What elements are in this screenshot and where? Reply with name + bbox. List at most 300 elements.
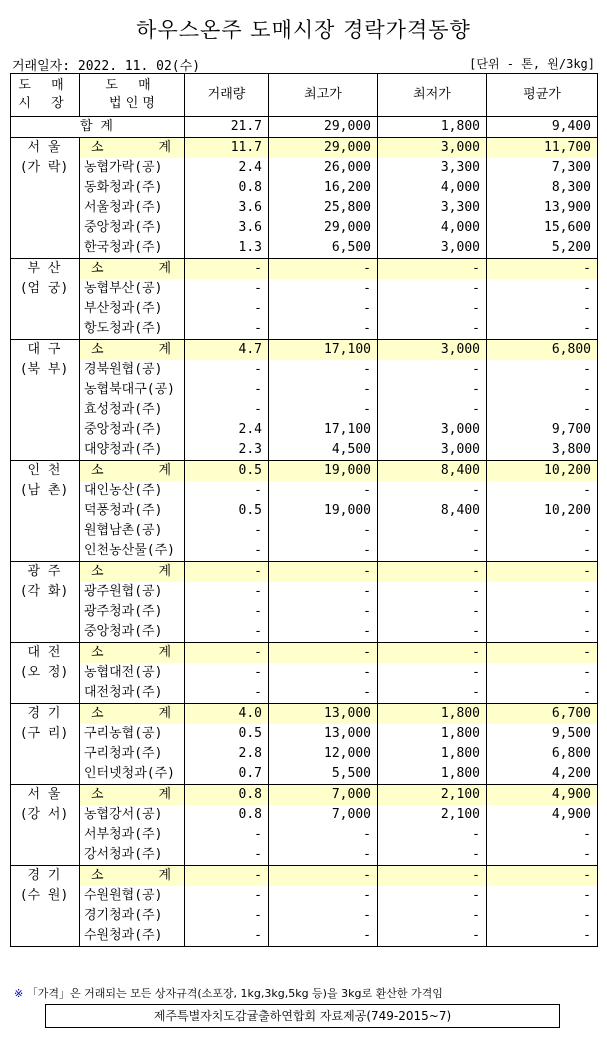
table-row — [11, 825, 598, 845]
table-row — [11, 420, 598, 440]
cell-avg: 4,900 — [487, 805, 598, 825]
table-row — [11, 501, 598, 521]
market-cell — [11, 340, 80, 461]
subtotal-label-left: 소 — [91, 787, 104, 802]
subtotal-label — [80, 259, 185, 280]
subtotal-row — [11, 259, 598, 280]
cell-min: - — [378, 380, 487, 400]
subtotal-min: 2,100 — [378, 785, 487, 806]
subtotal-min: 3,000 — [378, 138, 487, 159]
cell-max: 4,500 — [269, 440, 378, 461]
total-row — [11, 117, 598, 138]
cell-min: 3,300 — [378, 198, 487, 218]
cell-max: - — [269, 380, 378, 400]
subtotal-label — [80, 866, 185, 887]
market-area: (강 서) — [19, 807, 69, 822]
market-name: 광 주 — [27, 564, 61, 579]
subtotal-min: - — [378, 259, 487, 280]
market-area: (가 락) — [19, 160, 69, 175]
subtotal-avg: 6,800 — [487, 340, 598, 361]
market-cell — [11, 461, 80, 562]
cell-min: 3,000 — [378, 440, 487, 461]
subtotal-max: - — [269, 562, 378, 583]
cell-volume: - — [185, 481, 269, 501]
market-name: 서 울 — [27, 140, 61, 155]
cell-avg: 8,300 — [487, 178, 598, 198]
cell-max: - — [269, 663, 378, 683]
subtotal-label-right: 계 — [158, 868, 171, 883]
corp-name: 항도청과(주) — [80, 319, 185, 340]
table-row — [11, 724, 598, 744]
cell-min: - — [378, 602, 487, 622]
cell-volume: 0.5 — [185, 724, 269, 744]
cell-min: - — [378, 582, 487, 602]
header-max: 최고가 — [269, 74, 378, 117]
market-cell — [11, 138, 80, 259]
market-name: 인 천 — [27, 463, 61, 478]
subtotal-volume: 0.5 — [185, 461, 269, 482]
cell-volume: 3.6 — [185, 218, 269, 238]
subtotal-min: 1,800 — [378, 704, 487, 725]
cell-avg: 6,800 — [487, 744, 598, 764]
cell-avg: - — [487, 400, 598, 420]
subtotal-label — [80, 643, 185, 664]
cell-min: 4,000 — [378, 218, 487, 238]
cell-min: - — [378, 906, 487, 926]
cell-max: - — [269, 521, 378, 541]
cell-volume: 0.8 — [185, 178, 269, 198]
corp-name: 농협북대구(공) — [80, 380, 185, 400]
cell-volume: - — [185, 400, 269, 420]
table-row — [11, 360, 598, 380]
subtotal-max: - — [269, 643, 378, 664]
corp-name: 농협강서(공) — [80, 805, 185, 825]
table-row — [11, 238, 598, 259]
cell-max: 19,000 — [269, 501, 378, 521]
cell-avg: - — [487, 521, 598, 541]
subtotal-volume: - — [185, 643, 269, 664]
cell-min: - — [378, 521, 487, 541]
cell-max: - — [269, 279, 378, 299]
subtotal-min: 8,400 — [378, 461, 487, 482]
cell-max: - — [269, 541, 378, 562]
cell-volume: - — [185, 541, 269, 562]
header-row — [11, 74, 598, 117]
subtotal-row — [11, 461, 598, 482]
cell-max: 5,500 — [269, 764, 378, 785]
corp-name: 수원청과(주) — [80, 926, 185, 947]
corp-name: 서부청과(주) — [80, 825, 185, 845]
table-row — [11, 805, 598, 825]
subtotal-avg: 6,700 — [487, 704, 598, 725]
table-row — [11, 886, 598, 906]
subtotal-label-left: 소 — [91, 645, 104, 660]
corp-name: 동화청과(주) — [80, 178, 185, 198]
cell-max: - — [269, 319, 378, 340]
table-row — [11, 845, 598, 866]
subtotal-max: 17,100 — [269, 340, 378, 361]
header-min: 최저가 — [378, 74, 487, 117]
total-max: 29,000 — [269, 117, 378, 138]
subtotal-avg: 11,700 — [487, 138, 598, 159]
cell-volume: - — [185, 663, 269, 683]
corp-name: 농협가락(공) — [80, 158, 185, 178]
market-name: 서 울 — [27, 787, 61, 802]
cell-max: - — [269, 602, 378, 622]
header-market — [11, 74, 80, 117]
cell-volume: 2.4 — [185, 420, 269, 440]
subtotal-volume: 4.0 — [185, 704, 269, 725]
market-cell — [11, 866, 80, 947]
cell-min: 1,800 — [378, 724, 487, 744]
cell-max: 16,200 — [269, 178, 378, 198]
market-cell — [11, 643, 80, 704]
market-cell — [11, 259, 80, 340]
cell-volume: 3.6 — [185, 198, 269, 218]
cell-max: 25,800 — [269, 198, 378, 218]
cell-volume: - — [185, 845, 269, 866]
subtotal-avg: - — [487, 259, 598, 280]
market-cell — [11, 704, 80, 785]
subtotal-label-right: 계 — [158, 564, 171, 579]
subtotal-max: - — [269, 866, 378, 887]
corp-name: 효성청과(주) — [80, 400, 185, 420]
cell-volume: 2.3 — [185, 440, 269, 461]
market-area: (북 부) — [19, 362, 69, 377]
subtotal-label-left: 소 — [91, 868, 104, 883]
cell-avg: - — [487, 906, 598, 926]
subtotal-avg: 10,200 — [487, 461, 598, 482]
corp-name: 수원원협(공) — [80, 886, 185, 906]
corp-name: 부산청과(주) — [80, 299, 185, 319]
corp-name: 경기청과(주) — [80, 906, 185, 926]
cell-avg: - — [487, 319, 598, 340]
cell-avg: - — [487, 602, 598, 622]
price-table — [10, 73, 598, 947]
cell-volume: 1.3 — [185, 238, 269, 259]
cell-min: 3,000 — [378, 420, 487, 440]
cell-avg: 15,600 — [487, 218, 598, 238]
cell-volume: - — [185, 622, 269, 643]
corp-name: 대인농산(주) — [80, 481, 185, 501]
table-row — [11, 299, 598, 319]
cell-min: - — [378, 541, 487, 562]
subtotal-max: 29,000 — [269, 138, 378, 159]
header-market-bottom: 시 장 — [18, 96, 72, 111]
cell-min: - — [378, 400, 487, 420]
corp-name: 경북원협(공) — [80, 360, 185, 380]
cell-max: - — [269, 400, 378, 420]
table-row — [11, 926, 598, 947]
cell-volume: - — [185, 279, 269, 299]
cell-volume: - — [185, 886, 269, 906]
cell-max: 17,100 — [269, 420, 378, 440]
corp-name: 중앙청과(주) — [80, 420, 185, 440]
header-volume: 거래량 — [185, 74, 269, 117]
cell-max: - — [269, 622, 378, 643]
cell-avg: - — [487, 299, 598, 319]
table-row — [11, 198, 598, 218]
cell-min: 8,400 — [378, 501, 487, 521]
subtotal-max: 7,000 — [269, 785, 378, 806]
subtotal-max: 19,000 — [269, 461, 378, 482]
cell-volume: - — [185, 825, 269, 845]
table-row — [11, 178, 598, 198]
cell-min: - — [378, 926, 487, 947]
subtotal-min: - — [378, 866, 487, 887]
cell-min: - — [378, 279, 487, 299]
table-row — [11, 906, 598, 926]
subtotal-min: 3,000 — [378, 340, 487, 361]
total-label-text: 합 계 — [80, 119, 113, 134]
cell-max: 13,000 — [269, 724, 378, 744]
subtotal-volume: - — [185, 562, 269, 583]
cell-volume: - — [185, 319, 269, 340]
cell-min: 4,000 — [378, 178, 487, 198]
cell-avg: 3,800 — [487, 440, 598, 461]
cell-avg: - — [487, 622, 598, 643]
subtotal-label-right: 계 — [158, 787, 171, 802]
corp-name: 서울청과(주) — [80, 198, 185, 218]
cell-min: - — [378, 663, 487, 683]
cell-min: 3,300 — [378, 158, 487, 178]
cell-min: 3,000 — [378, 238, 487, 259]
cell-min: - — [378, 825, 487, 845]
cell-max: - — [269, 683, 378, 704]
cell-avg: 9,500 — [487, 724, 598, 744]
market-area: (수 원) — [19, 888, 69, 903]
cell-avg: - — [487, 360, 598, 380]
table-row — [11, 380, 598, 400]
table-body — [11, 117, 598, 947]
subtotal-label-left: 소 — [91, 564, 104, 579]
corp-name: 한국청과(주) — [80, 238, 185, 259]
subtotal-min: - — [378, 562, 487, 583]
corp-name: 인천농산물(주) — [80, 541, 185, 562]
cell-volume: 0.5 — [185, 501, 269, 521]
table-row — [11, 218, 598, 238]
cell-volume: - — [185, 360, 269, 380]
cell-volume: 0.8 — [185, 805, 269, 825]
subtotal-volume: 4.7 — [185, 340, 269, 361]
subtotal-row — [11, 562, 598, 583]
subtotal-row — [11, 866, 598, 887]
subtotal-volume: 11.7 — [185, 138, 269, 159]
market-area: (각 화) — [19, 584, 69, 599]
cell-max: 29,000 — [269, 218, 378, 238]
cell-volume: - — [185, 926, 269, 947]
total-volume: 21.7 — [185, 117, 269, 138]
subtotal-max: 13,000 — [269, 704, 378, 725]
table-row — [11, 158, 598, 178]
subtotal-max: - — [269, 259, 378, 280]
market-name: 대 전 — [27, 645, 61, 660]
cell-volume: - — [185, 683, 269, 704]
footnote-mark: ※ — [14, 987, 24, 1000]
corp-name: 중앙청과(주) — [80, 218, 185, 238]
footnote-text: 「가격」은 거래되는 모든 상자규격(소포장, 1kg,3kg,5kg 등)을 3kg로 환산한 가격임 — [26, 987, 443, 1000]
cell-min: - — [378, 886, 487, 906]
cell-max: 7,000 — [269, 805, 378, 825]
cell-avg: - — [487, 683, 598, 704]
table-row — [11, 541, 598, 562]
market-area: (엄 궁) — [19, 281, 69, 296]
cell-min: - — [378, 683, 487, 704]
subtotal-row — [11, 138, 598, 159]
subtotal-label-left: 소 — [91, 140, 104, 155]
cell-max: - — [269, 481, 378, 501]
cell-min: - — [378, 845, 487, 866]
cell-avg: - — [487, 663, 598, 683]
cell-max: - — [269, 582, 378, 602]
cell-min: - — [378, 622, 487, 643]
corp-name: 농협대전(공) — [80, 663, 185, 683]
market-area: (남 촌) — [19, 483, 69, 498]
cell-avg: - — [487, 582, 598, 602]
market-area: (구 리) — [19, 726, 69, 741]
cell-max: - — [269, 886, 378, 906]
cell-max: - — [269, 825, 378, 845]
corp-name: 농협부산(공) — [80, 279, 185, 299]
cell-avg: - — [487, 926, 598, 947]
cell-avg: 4,200 — [487, 764, 598, 785]
corp-name: 광주원협(공) — [80, 582, 185, 602]
subtotal-row — [11, 785, 598, 806]
market-name: 경 기 — [27, 868, 61, 883]
table-row — [11, 602, 598, 622]
cell-min: 1,800 — [378, 764, 487, 785]
subtotal-volume: - — [185, 866, 269, 887]
subtotal-label-right: 계 — [158, 140, 171, 155]
cell-avg: - — [487, 541, 598, 562]
trade-date: 거래일자: 2022. 11. 02(수) — [12, 59, 201, 74]
subtotal-label-left: 소 — [91, 706, 104, 721]
table-row — [11, 683, 598, 704]
subtotal-row — [11, 704, 598, 725]
total-min: 1,800 — [378, 117, 487, 138]
cell-avg: 5,200 — [487, 238, 598, 259]
corp-name: 대양청과(주) — [80, 440, 185, 461]
corp-name: 중앙청과(주) — [80, 622, 185, 643]
table-row — [11, 582, 598, 602]
header-corp-bottom: 법 인 명 — [109, 96, 155, 111]
subtotal-label-left: 소 — [91, 342, 104, 357]
corp-name: 강서청과(주) — [80, 845, 185, 866]
cell-volume: - — [185, 521, 269, 541]
cell-min: 1,800 — [378, 744, 487, 764]
market-name: 부 산 — [27, 261, 61, 276]
cell-avg: 7,300 — [487, 158, 598, 178]
table-row — [11, 744, 598, 764]
cell-volume: 2.8 — [185, 744, 269, 764]
table-row — [11, 622, 598, 643]
subtotal-label — [80, 704, 185, 725]
subtotal-label — [80, 562, 185, 583]
subtotal-label-right: 계 — [158, 463, 171, 478]
cell-volume: - — [185, 582, 269, 602]
corp-name: 구리농협(공) — [80, 724, 185, 744]
corp-name: 원협남촌(공) — [80, 521, 185, 541]
subtotal-row — [11, 643, 598, 664]
table-row — [11, 400, 598, 420]
cell-min: - — [378, 299, 487, 319]
footnote — [14, 985, 443, 1001]
subtotal-volume: - — [185, 259, 269, 280]
cell-avg: 9,700 — [487, 420, 598, 440]
cell-volume: - — [185, 380, 269, 400]
cell-avg: 10,200 — [487, 501, 598, 521]
subtotal-label-right: 계 — [158, 261, 171, 276]
market-cell — [11, 785, 80, 866]
cell-volume: - — [185, 906, 269, 926]
table-row — [11, 319, 598, 340]
cell-avg: - — [487, 279, 598, 299]
market-area: (오 정) — [19, 665, 69, 680]
subtotal-avg: - — [487, 866, 598, 887]
cell-max: - — [269, 845, 378, 866]
cell-max: - — [269, 906, 378, 926]
cell-volume: - — [185, 299, 269, 319]
corp-name: 구리청과(주) — [80, 744, 185, 764]
cell-avg: - — [487, 825, 598, 845]
table-row — [11, 440, 598, 461]
corp-name: 광주청과(주) — [80, 602, 185, 622]
market-cell — [11, 562, 80, 643]
subtotal-label — [80, 340, 185, 361]
subtotal-label-left: 소 — [91, 261, 104, 276]
corp-name: 덕풍청과(주) — [80, 501, 185, 521]
corp-name: 인터넷청과(주) — [80, 764, 185, 785]
cell-max: 12,000 — [269, 744, 378, 764]
cell-min: - — [378, 319, 487, 340]
market-name: 대 구 — [27, 342, 61, 357]
subtotal-label-left: 소 — [91, 463, 104, 478]
subtotal-label — [80, 461, 185, 482]
total-label — [11, 117, 185, 138]
subtotal-avg: - — [487, 562, 598, 583]
cell-avg: 13,900 — [487, 198, 598, 218]
header-avg: 평균가 — [487, 74, 598, 117]
cell-volume: - — [185, 602, 269, 622]
subtotal-label-right: 계 — [158, 342, 171, 357]
subtotal-row — [11, 340, 598, 361]
cell-avg: - — [487, 380, 598, 400]
table-row — [11, 481, 598, 501]
header-corp-top: 도 매 — [105, 78, 159, 93]
header-market-top: 도 매 — [18, 78, 72, 93]
subtotal-avg: 4,900 — [487, 785, 598, 806]
subtotal-label — [80, 785, 185, 806]
cell-max: - — [269, 299, 378, 319]
subtotal-avg: - — [487, 643, 598, 664]
total-avg: 9,400 — [487, 117, 598, 138]
cell-avg: - — [487, 481, 598, 501]
cell-max: 26,000 — [269, 158, 378, 178]
unit-label: [단위 - 톤, 원/3kg] — [469, 57, 595, 71]
page-title: 하우스온주 도매시장 경락가격동향 — [136, 18, 471, 42]
cell-volume: 0.7 — [185, 764, 269, 785]
source-box: 제주특별자치도감귤출하연합회 자료제공(749-2015~7) — [45, 1004, 560, 1028]
cell-max: - — [269, 360, 378, 380]
cell-avg: - — [487, 886, 598, 906]
subtotal-label — [80, 138, 185, 159]
cell-min: - — [378, 360, 487, 380]
subtotal-label-right: 계 — [158, 645, 171, 660]
cell-max: - — [269, 926, 378, 947]
table-row — [11, 764, 598, 785]
subtotal-label-right: 계 — [158, 706, 171, 721]
cell-volume: 2.4 — [185, 158, 269, 178]
